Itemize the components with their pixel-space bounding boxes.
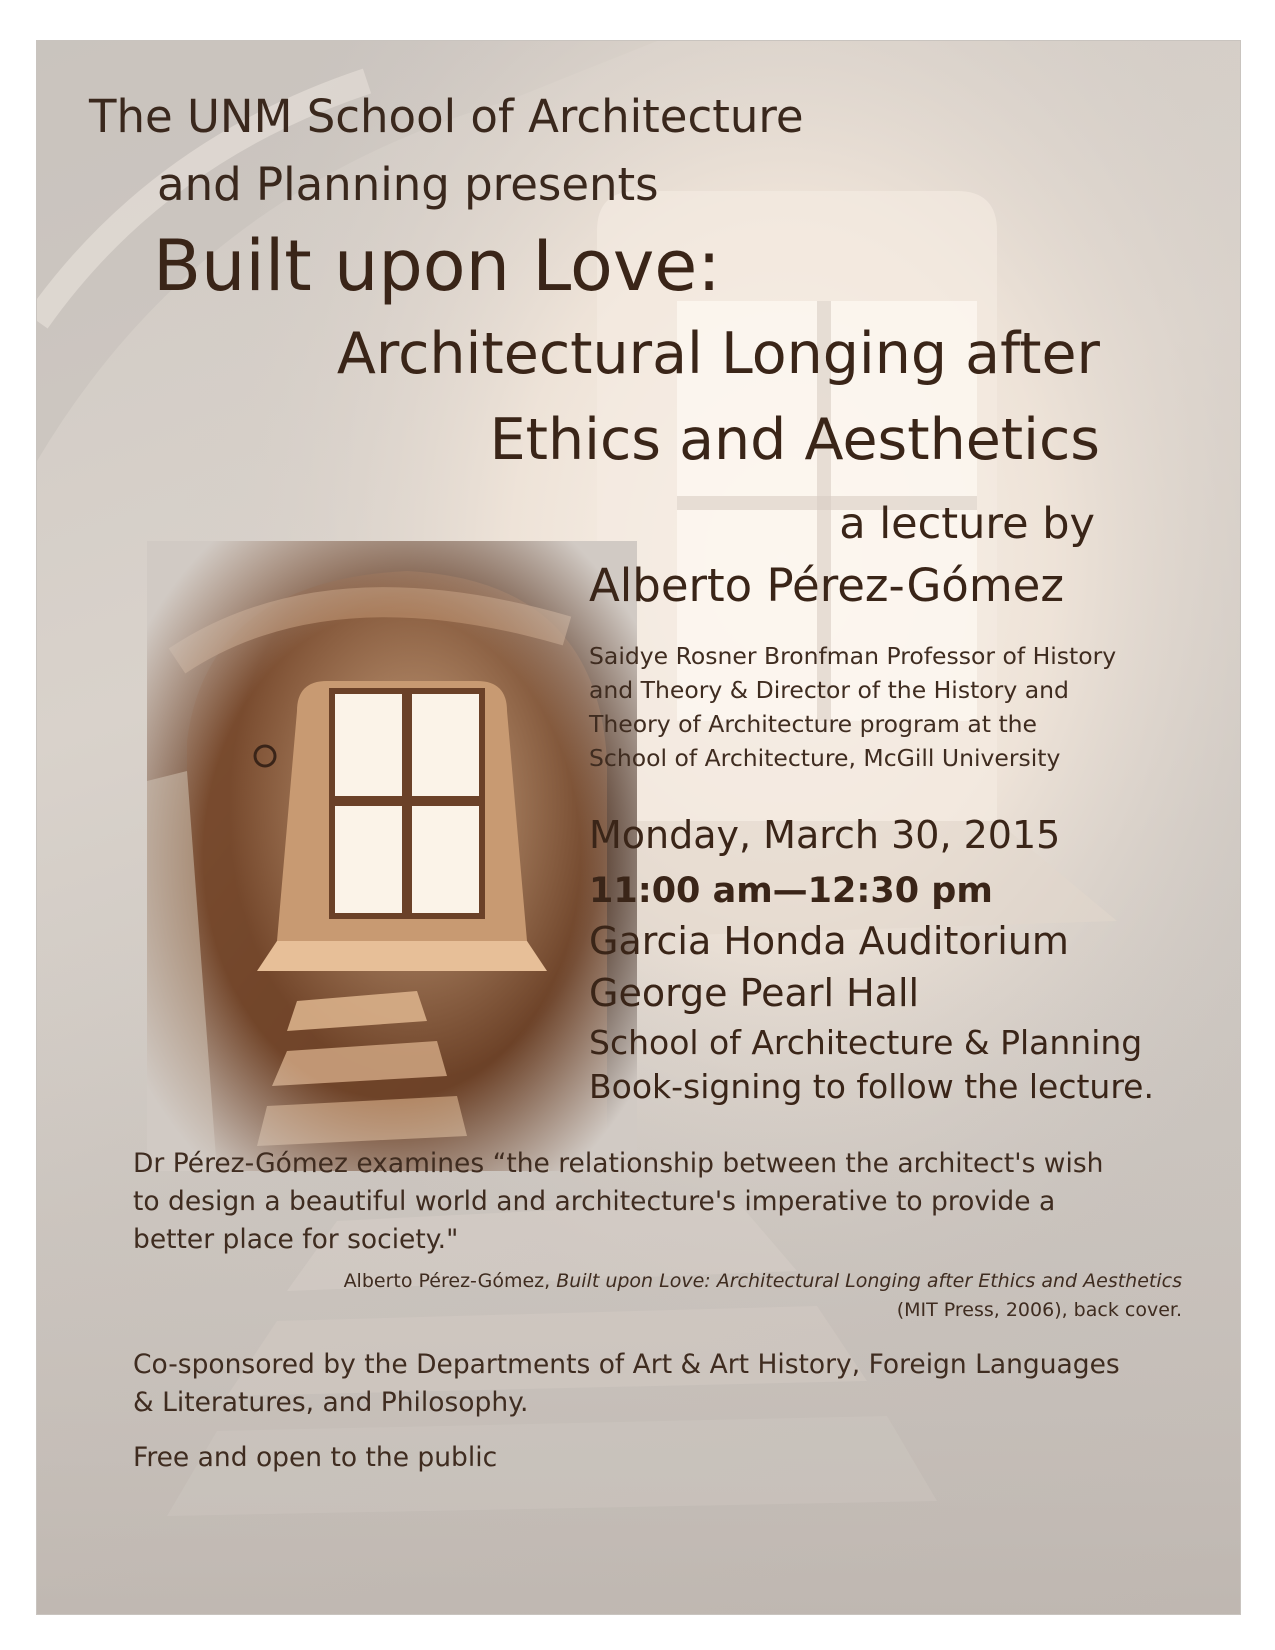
speaker-title-line: School of Architecture, McGill University	[589, 744, 1061, 772]
speaker-title-line: Theory of Architecture program at the	[589, 710, 1038, 738]
speaker-title-line: Saidye Rosner Bronfman Professor of History	[589, 642, 1117, 670]
poster	[36, 40, 1241, 1615]
sponsors	[133, 1346, 1120, 1422]
book-signing-note: Book-signing to follow the lecture.	[589, 1067, 1154, 1106]
speaker-name: Alberto Pérez-Gómez	[589, 559, 1064, 612]
event-date: Monday, March 30, 2015	[589, 813, 1061, 857]
sponsors-line: Co-sponsored by the Departments of Art & Art History, Foreign Languages	[133, 1349, 1120, 1380]
lecture-title: Built upon Love:	[153, 225, 721, 307]
lecture-subtitle-line-1: Architectural Longing after	[336, 321, 1100, 387]
event-school: School of Architecture & Planning	[589, 1023, 1143, 1062]
book-quote	[133, 1145, 1103, 1259]
book-quote-line: Dr Pérez-Gómez examines “the relationship between the architect's wish	[133, 1148, 1104, 1179]
quote-citation	[344, 1267, 1182, 1325]
presenter-line-2: and Planning presents	[157, 158, 659, 211]
citation-publisher: (MIT Press, 2006), back cover.	[896, 1299, 1182, 1321]
speaker-title-line: and Theory & Director of the History and	[589, 676, 1069, 704]
citation-book-title: Built upon Love: Architectural Longing after Ethics and Aesthetics	[556, 1270, 1182, 1292]
book-quote-line: to design a beautiful world and architecture's imperative to provide a	[133, 1186, 1056, 1217]
book-quote-line: better place for society."	[133, 1224, 459, 1255]
event-building: George Pearl Hall	[589, 971, 920, 1015]
citation-author: Alberto Pérez-Gómez,	[343, 1270, 557, 1292]
sponsors-line: & Literatures, and Philosophy.	[133, 1387, 529, 1418]
admission-note: Free and open to the public	[133, 1442, 498, 1473]
window-photo	[147, 541, 637, 1171]
presenter-line-1: The UNM School of Architecture	[89, 90, 804, 143]
lecture-subtitle-line-2: Ethics and Aesthetics	[489, 407, 1100, 473]
event-venue: Garcia Honda Auditorium	[589, 919, 1069, 963]
lecture-byline: a lecture by	[839, 499, 1095, 549]
event-time: 11:00 am—12:30 pm	[589, 871, 993, 911]
speaker-title	[589, 639, 1116, 775]
